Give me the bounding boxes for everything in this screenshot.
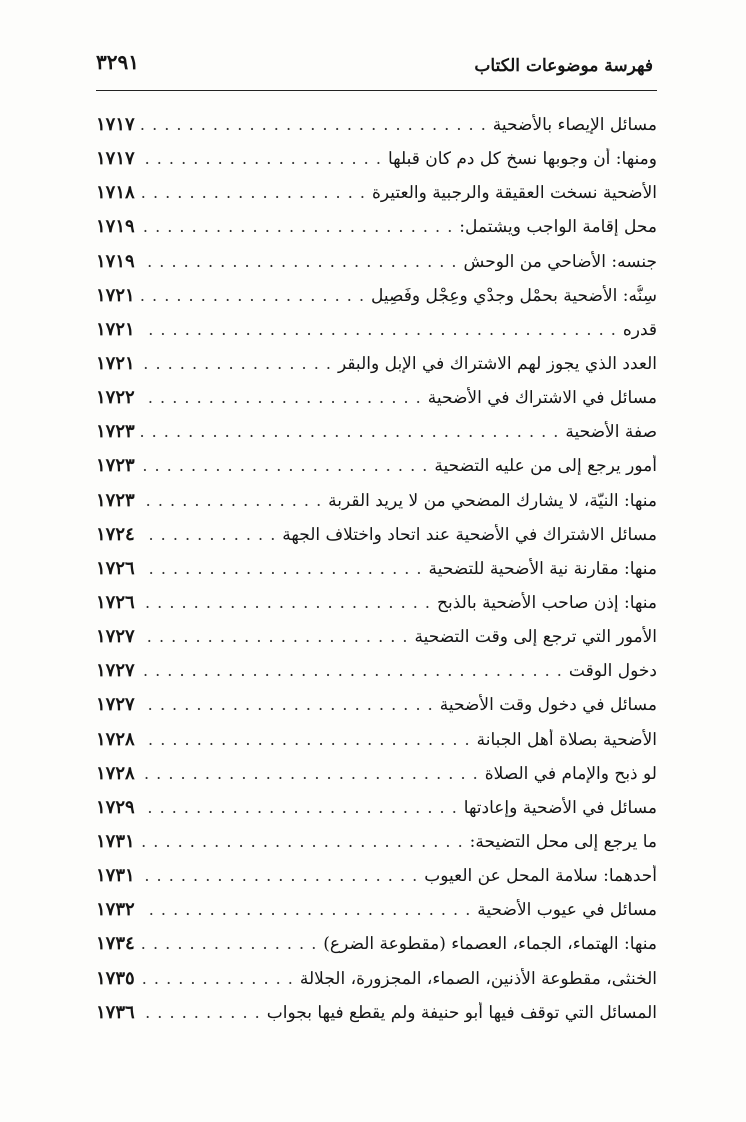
toc-entry-page: ١٧٢٧ — [96, 694, 135, 716]
toc-entry — [96, 899, 657, 933]
toc-entry — [96, 592, 657, 626]
toc-entry-page: ١٧٢٩ — [96, 796, 135, 818]
toc-entry-title: ما يرجع إلى محل التضيحة: — [469, 831, 657, 852]
toc-entry-title: مسائل في الاشتراك في الأضحية — [427, 388, 657, 409]
toc-entry — [96, 865, 657, 899]
toc-entry-page: ١٧٣١ — [96, 830, 135, 852]
toc-entry-title: الأضحية نسخت العقيقة والرجبية والعتيرة — [371, 183, 657, 204]
dot-leader — [141, 252, 458, 271]
toc-entry-page: ١٧١٩ — [96, 216, 135, 238]
dot-leader — [141, 354, 332, 373]
toc-entry-page: ١٧٣٤ — [96, 933, 135, 955]
dot-leader — [141, 559, 423, 578]
dot-leader — [141, 456, 429, 475]
toc-entry-page: ١٧٢٦ — [96, 557, 135, 579]
dot-leader — [141, 1003, 261, 1022]
toc-entry-page: ١٧٢٣ — [96, 489, 135, 511]
toc-entry — [96, 251, 657, 285]
toc-entry — [96, 421, 657, 455]
dot-leader — [141, 217, 454, 236]
dot-leader — [141, 934, 318, 953]
dot-leader — [141, 183, 366, 202]
toc-entry-title: منها: النيّة، لا يشارك المضحي من لا يريد القربة — [328, 490, 657, 511]
toc-entry-title: مسائل في دخول وقت الأضحية — [439, 695, 657, 716]
dot-leader — [141, 491, 323, 510]
table-of-contents — [96, 114, 657, 1036]
dot-leader — [141, 627, 409, 646]
dot-leader — [141, 115, 487, 134]
toc-entry-page: ١٧٣٢ — [96, 899, 135, 921]
toc-entry-title: الخنثى، مقطوعة الأذنين، الصماء، المجزورة، الجلالة — [299, 968, 657, 989]
toc-entry-title: الأمور التي ترجع إلى وقت التضحية — [414, 627, 657, 648]
toc-entry-title: دخول الوقت — [568, 661, 657, 682]
toc-entry-page: ١٧٢٧ — [96, 660, 135, 682]
toc-entry-title: مسائل الاشتراك في الأضحية عند اتحاد واختلاف الجهة — [282, 524, 657, 545]
toc-entry-title: مسائل في عيوب الأضحية — [477, 900, 657, 921]
dot-leader — [141, 320, 617, 339]
dot-leader — [141, 525, 277, 544]
toc-entry-title: الأضحية بصلاة أهل الجبانة — [476, 729, 657, 750]
toc-entry — [96, 763, 657, 797]
toc-entry-title: العدد الذي يجوز لهم الاشتراك في الإبل والبقر — [337, 353, 657, 374]
toc-entry — [96, 626, 657, 660]
toc-entry-title: ومنها: أن وجوبها نسخ كل دم كان قبلها — [387, 149, 657, 170]
toc-entry-page: ١٧٢١ — [96, 318, 135, 340]
toc-entry-title: مسائل الإيصاء بالأضحية — [492, 115, 657, 135]
toc-entry-page: ١٧١٧ — [96, 148, 135, 170]
toc-entry-page: ١٧٢٨ — [96, 728, 135, 750]
toc-entry — [96, 490, 657, 524]
toc-entry-title: مسائل في الأضحية وإعادتها — [463, 797, 657, 818]
toc-entry — [96, 216, 657, 250]
toc-entry-page: ١٧٢٧ — [96, 626, 135, 648]
page-header — [96, 50, 657, 91]
toc-entry — [96, 968, 657, 1002]
toc-entry-page: ١٧٢٤ — [96, 523, 135, 545]
toc-entry-title: المسائل التي توقف فيها أبو حنيفة ولم يقطع فيها بجواب — [266, 1002, 657, 1023]
toc-entry — [96, 182, 657, 216]
toc-entry-page: ١٧٢٣ — [96, 421, 135, 443]
toc-entry — [96, 319, 657, 353]
dot-leader — [141, 661, 563, 680]
toc-entry-title: منها: الهتماء، الجماء، العصماء (مقطوعة الضرع) — [323, 934, 657, 955]
toc-entry — [96, 933, 657, 967]
toc-entry-page: ١٧٢٢ — [96, 387, 135, 409]
toc-entry-title: منها: إذن صاحب الأضحية بالذبح — [437, 592, 657, 613]
toc-entry — [96, 1002, 657, 1036]
toc-entry-page: ١٧١٧ — [96, 114, 135, 135]
toc-entry-title: أمور يرجع إلى من عليه التضحية — [434, 456, 657, 477]
toc-entry-title: أحدهما: سلامة المحل عن العيوب — [424, 866, 657, 887]
toc-entry-title: قدره — [622, 319, 657, 340]
toc-entry-page: ١٧٢٦ — [96, 591, 135, 613]
dot-leader — [141, 764, 479, 783]
toc-entry — [96, 455, 657, 489]
dot-leader — [141, 286, 365, 305]
toc-entry-title: محل إقامة الواجب ويشتمل: — [459, 217, 657, 238]
dot-leader — [141, 900, 472, 919]
toc-entry-page: ١٧٣٥ — [96, 967, 135, 989]
running-title: فهرسة موضوعات الكتاب — [474, 56, 653, 76]
toc-entry-title: لو ذبح والإمام في الصلاة — [484, 763, 657, 784]
dot-leader — [141, 798, 458, 817]
toc-entry-title: منها: مقارنة نية الأضحية للتضحية — [428, 558, 657, 579]
toc-entry-page: ١٧١٩ — [96, 250, 135, 272]
dot-leader — [141, 388, 422, 407]
toc-entry-page: ١٧٢١ — [96, 284, 135, 306]
toc-entry — [96, 285, 657, 319]
toc-entry-title: جنسه: الأضاحي من الوحش — [463, 251, 657, 272]
toc-entry — [96, 114, 657, 148]
toc-entry — [96, 831, 657, 865]
toc-entry — [96, 660, 657, 694]
toc-entry-page: ١٧٢١ — [96, 352, 135, 374]
toc-entry — [96, 524, 657, 558]
dot-leader — [141, 422, 560, 441]
toc-entry — [96, 387, 657, 421]
dot-leader — [141, 695, 434, 714]
dot-leader — [141, 832, 464, 851]
toc-entry-title: سِنُّه: الأضحية بحمْل وجدْي وعِجْل وفَصِيل — [371, 285, 657, 306]
page-number: ٣٢٩١ — [96, 50, 139, 74]
toc-entry — [96, 694, 657, 728]
toc-entry-page: ١٧١٨ — [96, 182, 135, 204]
dot-leader — [141, 969, 294, 988]
toc-entry — [96, 353, 657, 387]
toc-entry-page: ١٧٣١ — [96, 865, 135, 887]
toc-entry-page: ١٧٢٣ — [96, 455, 135, 477]
toc-entry — [96, 148, 657, 182]
toc-entry-page: ١٧٢٨ — [96, 762, 135, 784]
dot-leader — [141, 866, 419, 885]
dot-leader — [141, 593, 431, 612]
toc-entry — [96, 558, 657, 592]
dot-leader — [141, 730, 471, 749]
toc-entry — [96, 797, 657, 831]
toc-entry — [96, 729, 657, 763]
toc-entry-title: صفة الأضحية — [565, 422, 657, 443]
dot-leader — [141, 149, 382, 168]
toc-entry-page: ١٧٣٦ — [96, 1001, 135, 1023]
